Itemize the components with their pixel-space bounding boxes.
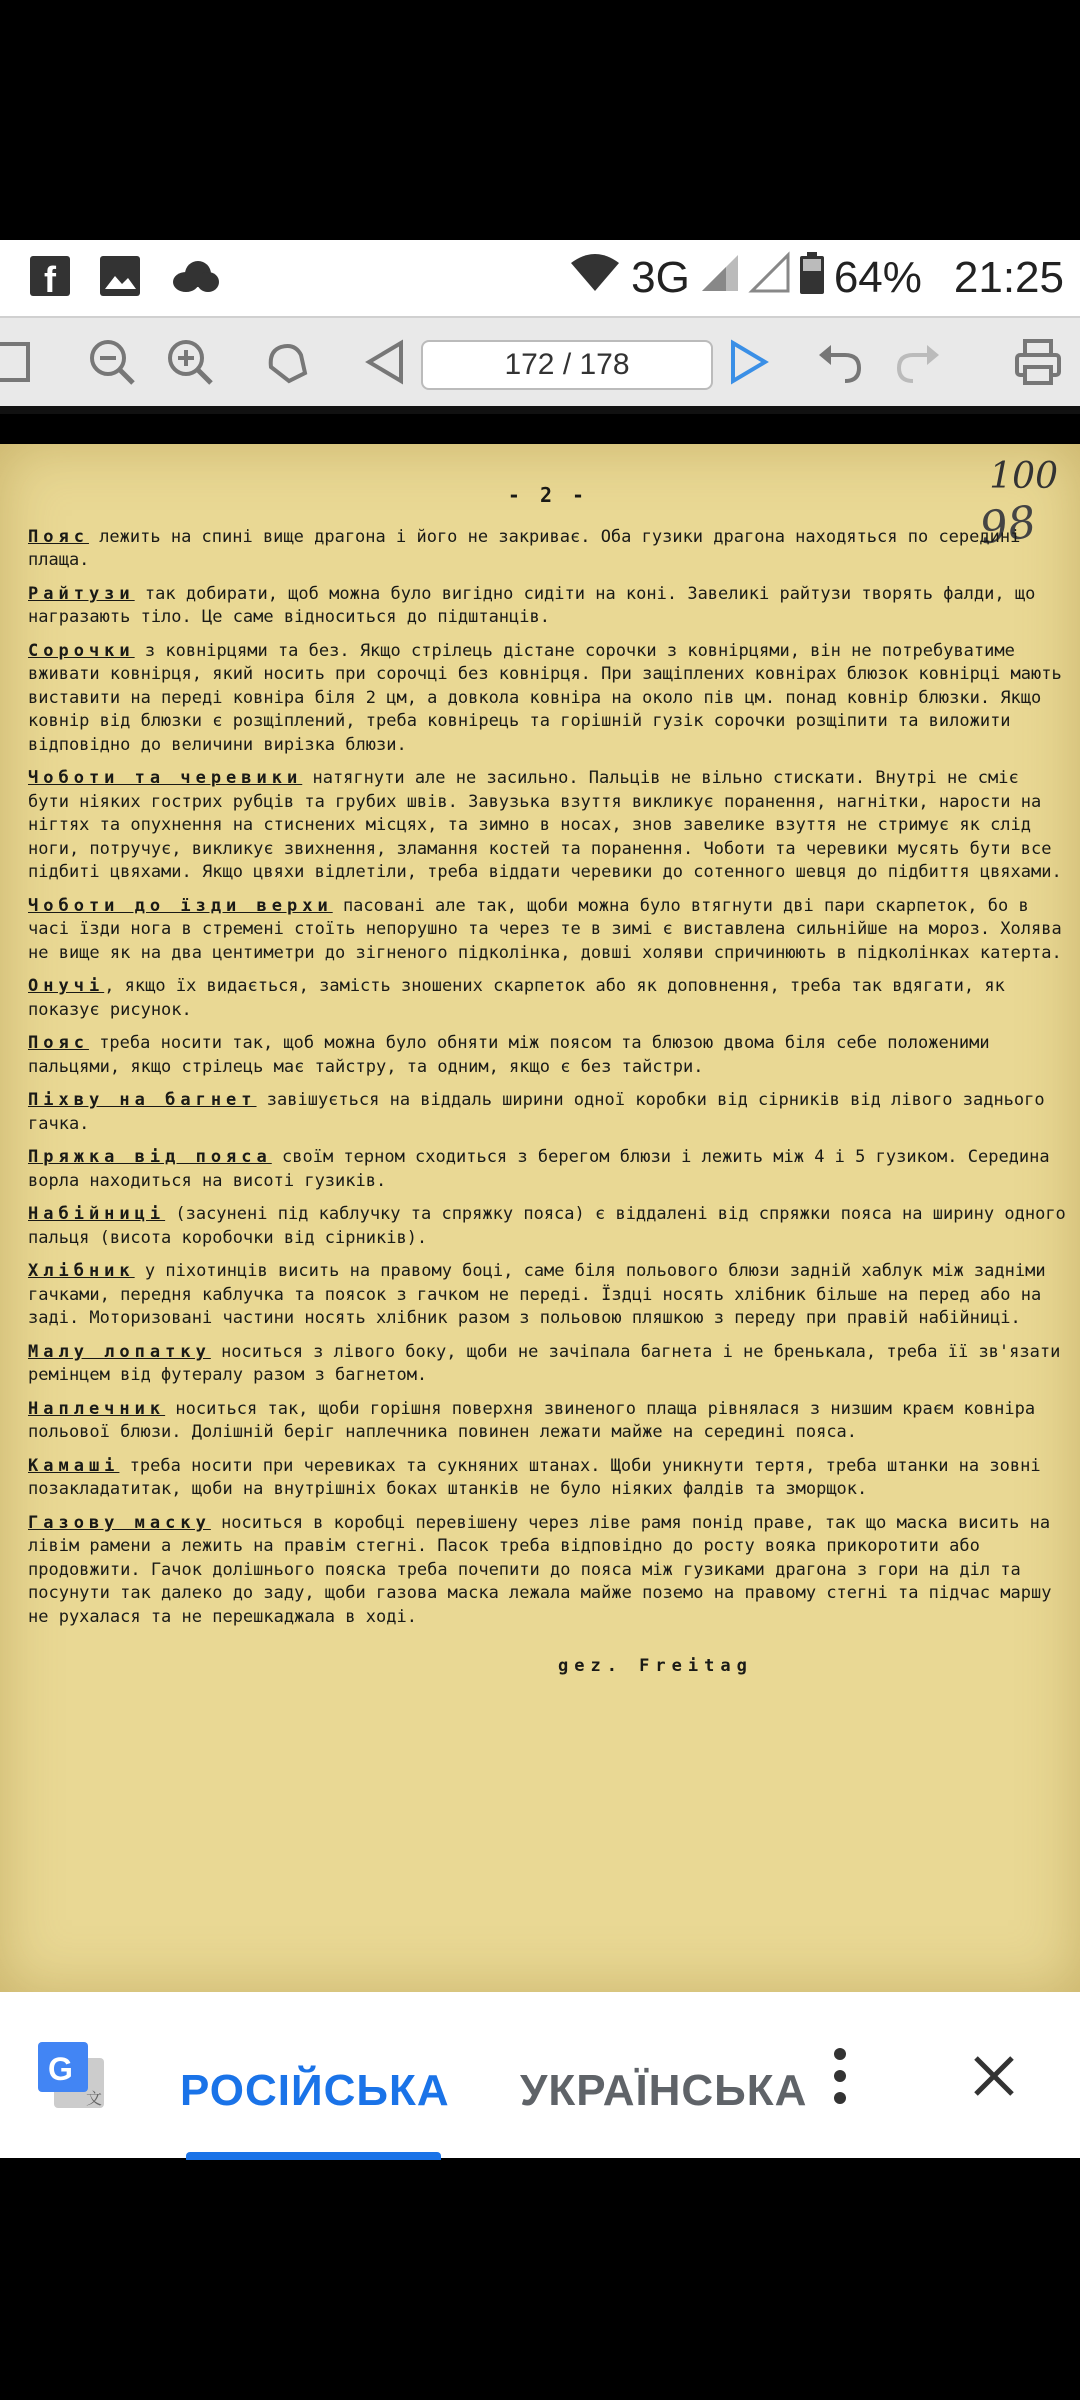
svg-text:文: 文 [86,2089,103,2108]
paragraph-text: носиться так, щоби горішня поверхня звиненого плаща рівнялася з низшим краєм ковніра польової блюзи. Долішній беріг наплечника повинен лежати майже на середині пояса. [28,1398,1036,1442]
paragraph [28,640,1068,758]
paragraph-heading: Піхву на багнет [28,1090,257,1110]
print-icon[interactable] [1008,332,1068,392]
tab-ukrainian[interactable]: УКРАЇНСЬКА [520,2066,808,2115]
paragraph-text: треба носити при черевиках та сукняних штанах. Щоби уникнути тертя, треба штанки на зовні позакладатитак, щоби на внутрішніх боках штанків не було ніяких фалдів та зморщок. [28,1455,1041,1499]
paragraph [28,526,1068,573]
paragraph [28,895,1068,966]
paragraph-text: (засунені під каблучку та спряжку пояса) є віддалені від спряжки пояса на ширину одного пальця (висота коробочки від сірників). [28,1204,1066,1248]
paragraph-text: натягнути але не засильно. Пальців не вільно стискати. Внутрі не сміє бути ніяких гострих рубців та грубих швів. Завузька взуття викликує поранення, нагнітки, нарости на нігтях та опухнення на стиснених місцях, та зимно в носах, знов завелике взуття не стримує як слід ноги, потручує, викликує звихнення, зламання костей та поранення. Чоботи та черевики мусять бути все підбиті цвяхами. Якщо цвяхи відлетіли, треба віддати черевики до сотенного шевця до підбиття цвяхами. [28,768,1062,882]
paragraph-heading: Набійниці [28,1204,166,1224]
hand-tool-icon[interactable] [256,332,316,392]
previous-page-icon[interactable] [356,332,416,392]
paragraph [28,1341,1068,1388]
paragraph-heading: Чоботи та черевики [28,768,303,788]
archive-stamp-old-number: 98 [976,496,1040,555]
paragraph-heading: Газову маску [28,1512,211,1533]
paragraph [28,1512,1068,1630]
battery-icon [800,252,824,305]
paragraph [28,1260,1068,1331]
signal-icon-2 [750,253,790,304]
paragraph-heading: Райтузи [28,583,135,604]
paragraph [28,1203,1068,1250]
signal-icon [700,253,740,304]
paragraph [28,1089,1068,1136]
document-viewer[interactable] [0,440,1080,1992]
undo-icon[interactable] [810,332,870,392]
page-indicator[interactable]: 172 / 178 [421,340,713,390]
close-icon[interactable] [970,2052,1018,2104]
zoom-in-icon[interactable] [160,332,220,392]
document-page [0,444,1080,1992]
archive-stamp-number: 100 [989,456,1058,497]
paragraph-text: носиться з лівого боку, щоби не зачіпала багнета і не бренькала, треба її зв'язати ремінцем від футералу разом з багнетом. [28,1341,1061,1385]
paragraph [28,975,1068,1022]
paragraph [28,1455,1068,1502]
paragraph-heading: Наплечник [28,1398,166,1419]
paragraph-heading: Сорочки [28,640,135,661]
paragraph [28,1398,1068,1445]
paragraph-heading: Малу лопатку [28,1341,211,1362]
paragraph-heading: Чоботи до їзди верхи [28,895,333,916]
paragraph-text: лежить на спині вище драгона і його не закриває. Оба гузики драгона находяться по середині плаща. [28,526,1021,570]
signature: gez. Freitag [558,1656,753,1676]
facebook-icon [30,256,70,300]
redo-icon[interactable] [888,332,948,392]
active-tab-indicator [186,2152,441,2160]
paragraph-heading: Пояс [28,526,89,547]
paragraph-list [28,526,1068,1630]
page-number: - 2 - [507,483,589,507]
translate-bar [0,1992,1080,2158]
more-options-icon[interactable] [828,2044,852,2112]
paragraph-text: завішується на віддаль ширини одної коробки від сірників від лівого заднього гачка. [28,1090,1045,1134]
document-text [28,484,1068,1679]
paragraph-heading: Камаші [28,1455,120,1476]
gallery-icon [100,256,140,300]
google-translate-icon[interactable] [36,2040,108,2116]
paragraph-text: так добирати, щоб можна було вигідно сидіти на коні. Завеликі райтузи творять фалди, що награзають тіло. Це саме відноситься до підштанців. [28,583,1036,627]
zoom-out-icon[interactable] [82,332,142,392]
tab-russian[interactable]: РОСІЙСЬКА [180,2066,450,2115]
cloud-icon [170,258,220,298]
paragraph [28,583,1068,630]
paragraph [28,1032,1068,1079]
paragraph-text: пасовані але так, щоби можна було втягнути дві пари скарпеток, бо в часі їзди нога в стремені стоїть непорушно та через те в зимі є виставлена сильнійше на мороз. Холява не вище як на два центиметри до зігненого підколінка, довші холяви спричинюють в підколінках катерта. [28,895,1062,963]
status-bar [0,240,1080,316]
paragraph-text: носиться в коробці перевішену через ліве рамя понід праве, так що маска висить на лівім рамени а лежить на правім стегні. Пасок треба відповідно до росту вояка прикоротити або продовжити. Гачок долішнього пояска треба почепити до пояса між гузиками драгона з гори на діл та посунути так далеко до заду, щоби газова маска лежала майже поземо на правому стегні та підчас маршу не рухалася та не перешкаджала в ході. [28,1512,1052,1627]
next-page-icon[interactable] [718,332,778,392]
paragraph-text: , якщо їх видається, замість зношених скарпеток або як доповнення, треба так вдягати, як показує рисунок. [28,976,1005,1020]
paragraph-heading: Хлібник [28,1261,135,1281]
paragraph [28,1146,1068,1193]
paragraph-text: треба носити так, щоб можна було обняти між поясом та блюзою двома біля себе положеними пальцями, якщо стрілець має тайстру, та одним, якщо є без тайстри. [28,1033,990,1077]
paragraph-heading: Пряжка від пояса [28,1147,272,1167]
svg-text:f: f [44,259,56,300]
paragraph-text: своїм терном сходиться з берегом блюзи і лежить між 4 і 5 гузиком. Середина ворла находиться на висоті гузиків. [28,1147,1050,1191]
sidebar-toggle-icon[interactable] [0,332,32,392]
paragraph-heading: Пояс [28,1033,89,1053]
svg-text:G: G [48,2051,73,2087]
clock: 21:25 [953,253,1064,302]
network-type: 3G [631,253,690,302]
paragraph-heading: Онучі [28,976,105,996]
paragraph-text: у піхотинців висить на правому боці, саме біля польового блюзи задній хаблук між задніми гачками, передня каблучка та поясок з гачком не переді. Їздці носять хлібник більше на перед або на заді. Моторизовані частини носять хлібник разом з польовою пляшкою з переду при правій набійниці. [28,1261,1046,1328]
paragraph-text: з ковнірцями та без. Якщо стрілець дістане сорочки з ковнірцями, він не потребуватиме вживати ковнірця, який носить при сорочці без ковнірця. При защіплених ковнірах блюзок ковнірці мають виставити на переді ковніра біля 2 цм, а довкола ковніра на около пів цм. понад ковнір блюзки. Якщо ковнір від блюзки є розщіплений, треба ковнірець та горішній гузік сорочки розщіпити та виложити відповідно до величини вирізка блюзи. [28,640,1062,755]
paragraph [28,767,1068,885]
battery-level: 64% [833,253,922,302]
wifi-icon [569,253,621,304]
